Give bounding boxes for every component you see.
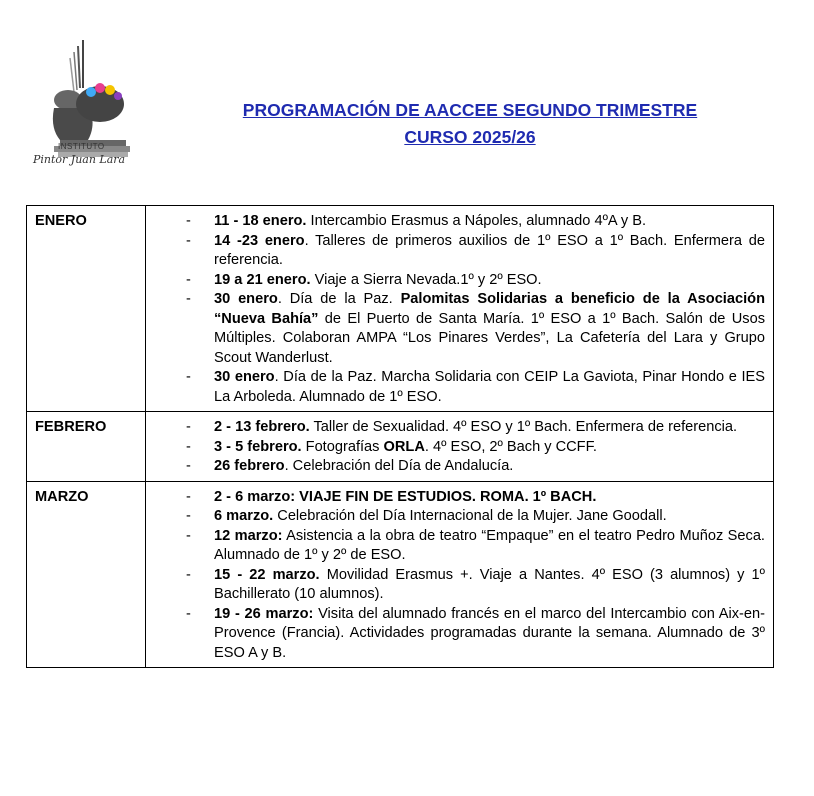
bullet-dash: - xyxy=(186,232,191,249)
bullet-dash: - xyxy=(186,527,191,544)
activities-cell xyxy=(146,481,774,668)
schedule-table xyxy=(26,205,774,668)
activity-item xyxy=(146,488,765,508)
activity-date: 2 - 13 febrero. xyxy=(214,419,310,435)
activity-date: 30 enero xyxy=(214,369,275,385)
bullet-dash: - xyxy=(186,438,191,455)
schedule-row-marzo xyxy=(27,481,774,668)
activity-text: Intercambio Erasmus a Nápoles, alumnado 4ºA y B. xyxy=(306,213,647,229)
activity-text: Celebración del Día Internacional de la Mujer. Jane Goodall. xyxy=(273,508,667,524)
bullet-dash: - xyxy=(186,566,191,583)
activity-text: . Celebración del Día de Andalucía. xyxy=(284,458,514,474)
logo-caption-institute: INSTITUTO xyxy=(58,142,105,151)
activity-date: 26 febrero xyxy=(214,458,285,474)
bullet-dash: - xyxy=(186,369,191,385)
activity-date: 12 marzo: xyxy=(214,527,283,544)
activity-item xyxy=(146,457,765,477)
bullet-dash: - xyxy=(186,291,191,307)
activity-date: 2 - 6 marzo: VIAJE FIN DE ESTUDIOS. ROMA. 1º BACH. xyxy=(214,488,597,505)
activities-cell xyxy=(146,206,774,412)
activity-text: . Talleres de primeros auxilios de 1º ESO a 1º Bach. Enfermera de referencia. xyxy=(214,232,765,268)
activity-text: . 4º ESO, 2º Bach y CCFF. xyxy=(424,438,597,455)
activity-item xyxy=(146,566,765,605)
activity-date: 30 enero xyxy=(214,291,278,307)
month-cell: FEBRERO xyxy=(27,412,146,482)
page-subtitle: CURSO 2025/26 xyxy=(404,127,536,147)
activity-date: 19 - 26 marzo: xyxy=(214,605,314,622)
activity-item xyxy=(146,605,765,664)
activity-text: . Día de la Paz. xyxy=(277,291,401,307)
page-title: PROGRAMACIÓN DE AACCEE SEGUNDO TRIMESTRE xyxy=(242,100,698,120)
activity-list xyxy=(146,212,765,407)
activity-date: 6 marzo. xyxy=(214,508,274,524)
activity-item xyxy=(146,290,765,368)
activity-item xyxy=(146,527,765,566)
activity-item xyxy=(146,212,765,232)
bullet-dash: - xyxy=(186,488,191,505)
bullet-dash: - xyxy=(186,458,191,474)
bullet-dash: - xyxy=(186,508,191,524)
activity-date: 19 a 21 enero. xyxy=(214,271,311,288)
activity-text: Viaje a Sierra Nevada.1º y 2º ESO. xyxy=(310,271,542,288)
activity-highlight: Palomitas Solidarias a beneficio de la Asociación “Nueva Bahía” xyxy=(214,291,765,327)
activity-item xyxy=(146,507,765,527)
activity-date: 15 - 22 marzo. xyxy=(214,566,320,583)
schedule-row-enero xyxy=(27,206,774,412)
bullet-dash: - xyxy=(186,271,191,288)
activity-text: Movilidad Erasmus +. Viaje a Nantes. 4º ESO (3 alumnos) y 1º Bachillerato (10 alumnos). xyxy=(214,566,765,602)
activity-text: Taller de Sexualidad. 4º ESO y 1º Bach. Enfermera de referencia. xyxy=(309,419,738,435)
activity-date: 11 - 18 enero. xyxy=(214,213,307,229)
month-cell: MARZO xyxy=(27,481,146,668)
schedule-row-febrero xyxy=(27,412,774,482)
activity-item xyxy=(146,271,765,291)
month-cell: ENERO xyxy=(27,206,146,412)
activity-item xyxy=(146,232,765,271)
bullet-dash: - xyxy=(186,605,191,622)
bullet-dash: - xyxy=(186,419,191,435)
activities-cell xyxy=(146,412,774,482)
activity-text: Fotografías xyxy=(301,438,384,455)
activity-highlight: ORLA xyxy=(383,438,425,455)
logo-caption-school-name: Pintor Juan Lara xyxy=(33,153,126,166)
activity-list xyxy=(146,488,765,664)
activity-text: Asistencia a la obra de teatro “Empaque” en el teatro Pedro Muñoz Seca. Alumnado de 1º y 2º de ESO. xyxy=(214,527,765,563)
activity-text: . Día de la Paz. Marcha Solidaria con CEIP La Gaviota, Pinar Hondo e IES La Arboleda. Alumnado de 1º ESO. xyxy=(214,369,765,405)
bullet-dash: - xyxy=(186,213,191,229)
activity-item xyxy=(146,368,765,407)
activity-date: 3 - 5 febrero. xyxy=(214,438,302,455)
activity-date: 14 -23 enero xyxy=(214,232,305,249)
activity-list xyxy=(146,418,765,477)
activity-item xyxy=(146,438,765,458)
activity-item xyxy=(146,418,765,438)
activity-text: de El Puerto de Santa María. 1º ESO a 1º Bach. Salón de Usos Múltiples. Colaboran AMPA “Los Pinares Verdes”, La Cafetería del Lara y Grupo Scout Wanderlust. xyxy=(214,310,765,366)
activity-text: Visita del alumnado francés en el marco del Intercambio con Aix-en-Provence (Francia). Actividades programadas durante la semana. Alumnado de 3º ESO A y B. xyxy=(214,605,765,661)
